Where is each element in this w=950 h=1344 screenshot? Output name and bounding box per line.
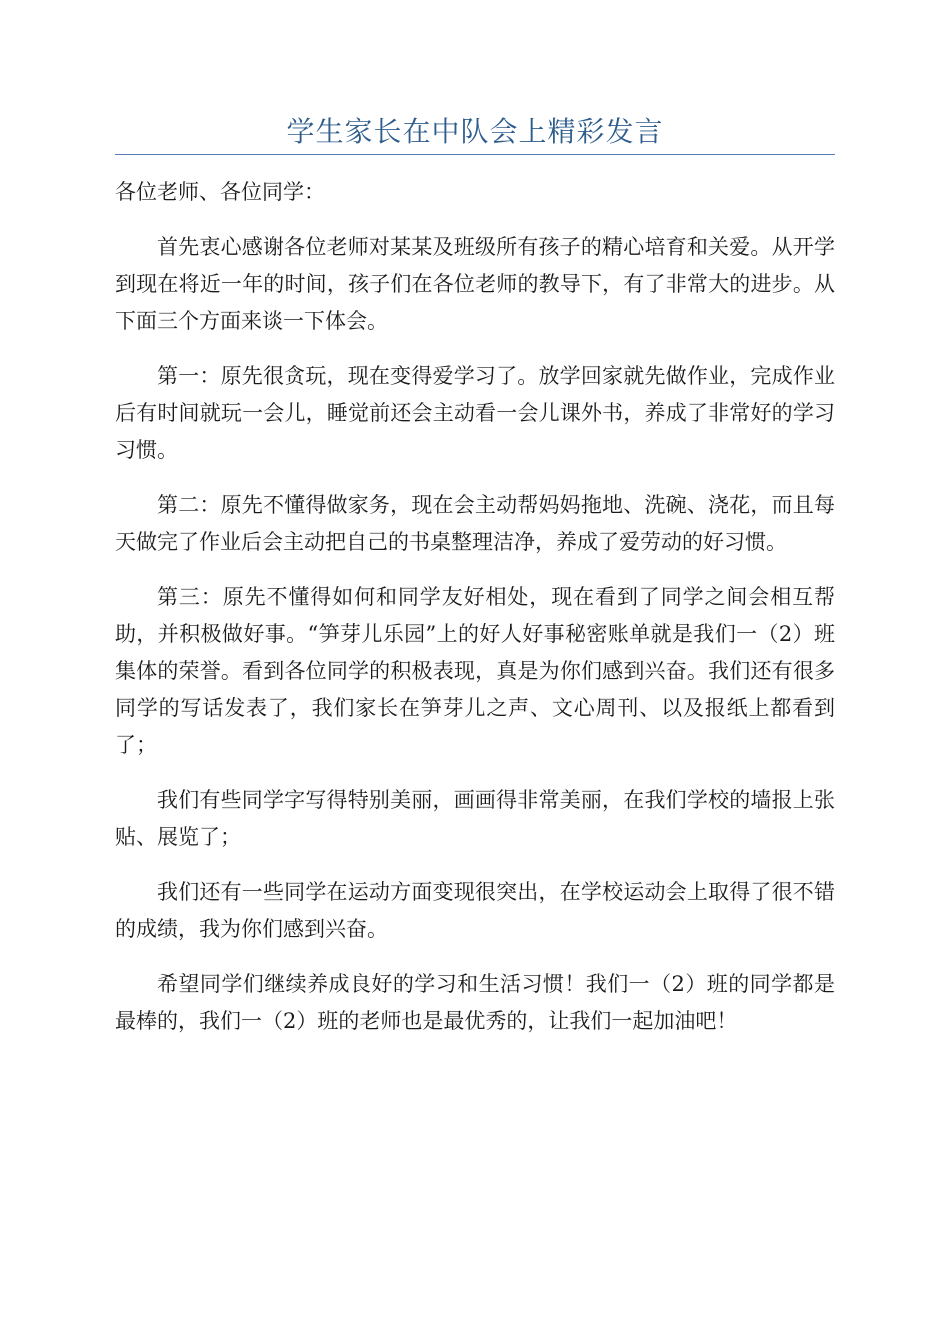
paragraph-3: 第二：原先不懂得做家务，现在会主动帮妈妈拖地、洗碗、浇花，而且每天做完了作业后会主动把自己的书桌整理洁净，养成了爱劳动的好习惯。 (115, 493, 835, 554)
title-underline (115, 154, 835, 155)
paragraph-2: 第一：原先很贪玩，现在变得爱学习了。放学回家就先做作业，完成作业后有时间就玩一会儿，睡觉前还会主动看一会儿课外书，养成了非常好的学习习惯。 (115, 364, 835, 462)
document-body (115, 174, 835, 1058)
paragraph-4: 第三：原先不懂得如何和同学友好相处，现在看到了同学之间会相互帮助，并积极做好事。“笋芽儿乐园”上的好人好事秘密账单就是我们一（2）班集体的荣誉。看到各位同学的积极表现，真是为你们感到兴奋。我们还有很多同学的写话发表了，我们家长在笋芽儿之声、文心周刊、以及报纸上都看到了； (115, 585, 835, 757)
document-title: 学生家长在中队会上精彩发言 (286, 115, 664, 148)
paragraph-7: 希望同学们继续养成良好的学习和生活习惯！我们一（2）班的同学都是最棒的，我们一（2）班的老师也是最优秀的，让我们一起加油吧！ (115, 972, 835, 1033)
paragraph-6: 我们还有一些同学在运动方面变现很突出，在学校运动会上取得了很不错的成绩，我为你们感到兴奋。 (115, 880, 835, 941)
salutation: 各位老师、各位同学： (115, 180, 325, 204)
paragraph-5: 我们有些同学字写得特别美丽，画画得非常美丽，在我们学校的墙报上张贴、展览了； (115, 788, 835, 849)
paragraph-1: 首先衷心感谢各位老师对某某及班级所有孩子的精心培育和关爱。从开学到现在将近一年的时间，孩子们在各位老师的教导下，有了非常大的进步。从下面三个方面来谈一下体会。 (115, 235, 835, 333)
